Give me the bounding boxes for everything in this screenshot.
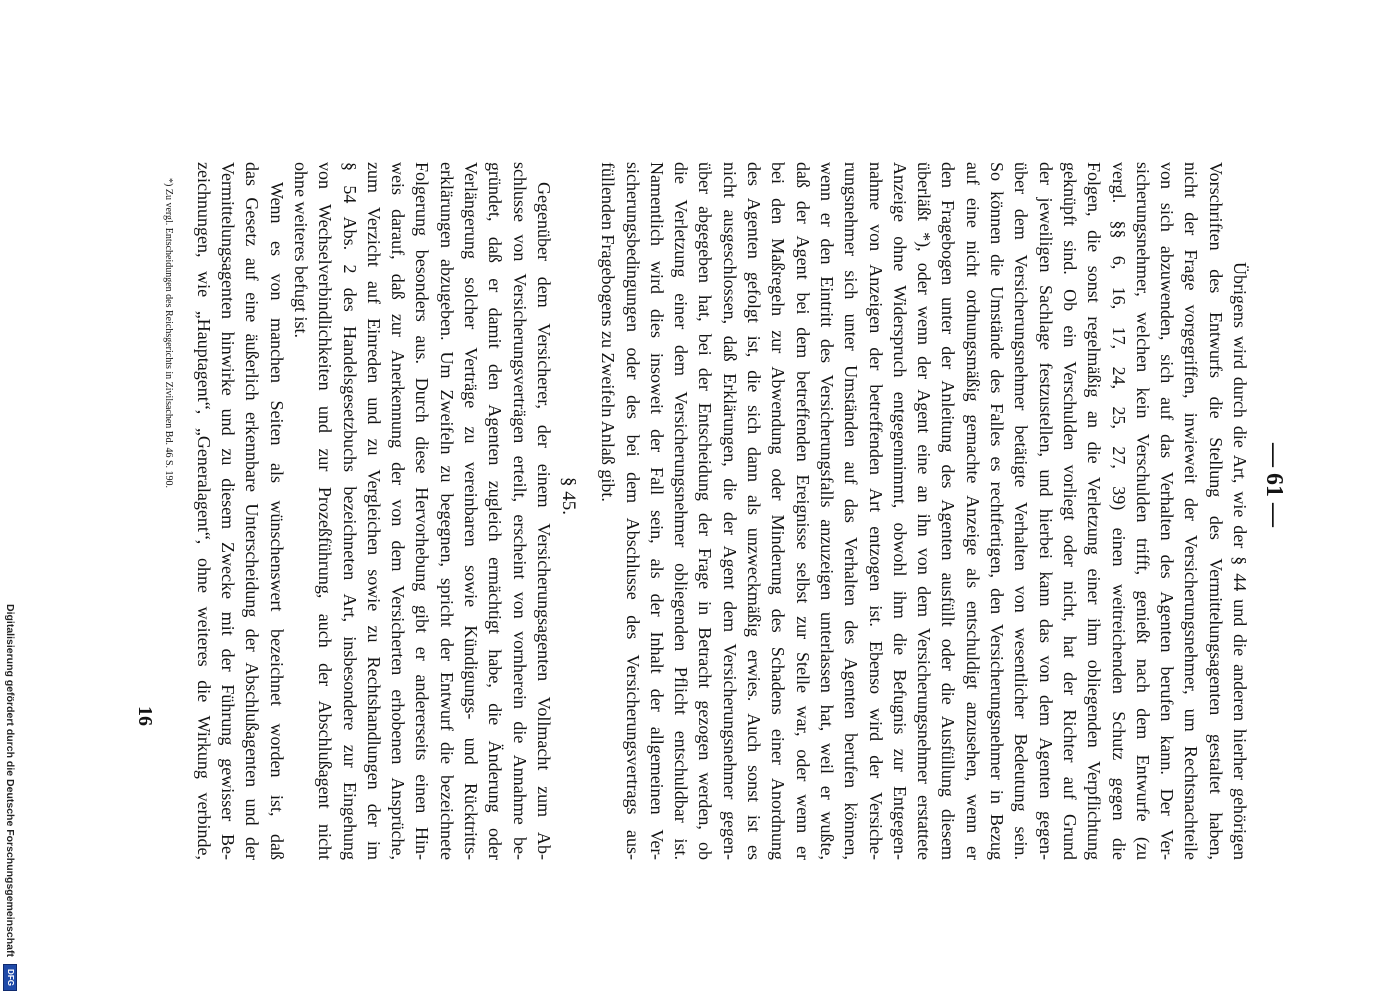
- text-line: Verlängerung solcher Verträge zu vereinbaren sowie Kündigungs- und Rücktritts-: [461, 162, 482, 860]
- text-line: des Agenten gefolgt ist, die sich dann als unzweckmäßig erwies. Auch sonst ist es: [744, 162, 765, 860]
- text-line: nahme von Anzeigen der betreffenden Art entzogen ist. Ebenso wird der Versiche-: [865, 162, 886, 860]
- text-line: füllenden Fragebogens zu Zweifeln Anlaß gibt.: [598, 162, 619, 502]
- text-line: geknüpft sind. Ob ein Verschulden vorliegt oder nicht, hat der Richter auf Grund: [1059, 162, 1080, 860]
- text-line: daß der Agent bei dem betreffenden Ereignisse selbst zur Stelle war, oder wenn er: [792, 162, 813, 860]
- paragraph-2: [289, 162, 556, 860]
- text-line: zeichnungen, wie „Hauptagent“, „Generalagent“, ohne weiteres die Wirkung verbinde,: [193, 162, 214, 860]
- text-line: die Verletzung einer dem Versicherungsnehmer obliegenden Pflicht entschuldbar ist.: [671, 162, 692, 860]
- text-line: vergl. §§ 6, 16, 17, 24, 25, 27, 39) einen weitreichenden Schutz gegen die: [1108, 162, 1129, 860]
- footnote: *) Zu vergl. Entscheidungen des Reichsgerichts in Zivilsachen Bd. 46 S. 190.: [163, 178, 174, 489]
- text-line: sicherungsnehmer, welchen kein Verschulden trifft, genießt nach dem Entwurfe (zu: [1132, 162, 1153, 860]
- text-line: § 54 Abs. 2 des Handelsgesetzbuchs bezeichneten Art, insbesondere zur Eingehung: [339, 162, 360, 860]
- text-line: das Gesetz auf eine äußerlich erkennbare Unterscheidung der Abschlußagenten und der: [242, 162, 263, 860]
- text-line: auf eine nicht ordnungsmäßig gemachte Anzeige als entschuldigt anzusehen, wenn er: [962, 162, 983, 860]
- text-line: ohne weiteres befugt ist.: [291, 162, 312, 338]
- text-line: den Fragebogen unter der Anleitung des Agenten ausfüllt oder die Ausfüllung diesem: [938, 162, 959, 860]
- text-line: schlusse von Versicherungsverträgen erteilt, erscheint von vornherein die Annahme be-: [509, 162, 530, 860]
- text-line: bei den Maßregeln zur Abwendung oder Minderung des Schadens einer Anordnung: [768, 162, 789, 860]
- text-line: wenn er den Eintritt des Versicherungsfalls anzuzeigen unterlassen hat, weil er wußte,: [816, 162, 837, 860]
- text-line: Vermittelungsagenten hinwirke und zu diesem Zwecke mit der Führung gewisser Be-: [218, 162, 239, 860]
- dfg-logo-icon: DFG: [3, 964, 17, 991]
- paragraph-1: [596, 162, 1252, 860]
- text-line: erklärungen abzugeben. Um Zweifeln zu begegnen, spricht der Entwurf die bezeichnete: [436, 162, 457, 860]
- text-line: Folgen, die sonst regelmäßig an die Verletzung einer ihm obliegenden Verpflichtung: [1084, 162, 1105, 860]
- digitization-credit: Digitalisierung gefördert durch die Deutsche Forschungsgemeinschaft: [4, 604, 16, 957]
- text-line: Vorschriften des Entwurfs die Stellung des Vermittelungsagenten gestaltet haben,: [1205, 162, 1226, 860]
- paragraph-3: [192, 162, 289, 860]
- section-heading: § 45.: [557, 477, 579, 515]
- text-line: Anzeige ohne Widerspruch entgegennimmt, obwohl ihm die Befugnis zur Entgegen-: [889, 162, 910, 860]
- text-line: So können die Umstände des Falles es rechtfertigen, den Versicherungsnehmer in Bezug: [987, 162, 1008, 860]
- text-line: über abgegeben hat, bei der Entscheidung der Frage in Betracht gezogen werden, ob: [695, 162, 716, 860]
- signature-mark: 16: [134, 706, 156, 726]
- text-line: Folgerung besonders aus. Durch diese Hervorhebung gibt er andererseits einen Hin-: [412, 162, 433, 860]
- text-line: nicht der Frage vorgegriffen, inwieweit der Versicherungsnehmer, um Rechtsnachteile: [1181, 162, 1202, 860]
- body-text: [192, 162, 1252, 860]
- text-line: über dem Versicherungsnehmer betätigte Verhalten von wesentlicher Bedeutung sein.: [1011, 162, 1032, 860]
- text-line: Namentlich wird dies insoweit der Fall sein, als der Inhalt der allgemeinen Ver-: [646, 162, 667, 860]
- text-line: überläßt *), oder wenn der Agent eine an ihn von dem Versicherungsnehmer erstattete: [914, 162, 935, 860]
- text-line: sicherungsbedingungen oder des bei dem Abschlusse des Versicherungsvertrags aus-: [622, 162, 643, 860]
- text-line: rungsnehmer sich unter Umständen auf das Verhalten des Agenten berufen können,: [841, 162, 862, 860]
- text-line: der jeweiligen Sachlage festzustellen, und hierbei kann das von dem Agenten gegen-: [1035, 162, 1056, 860]
- text-line: Übrigens wird durch die Art, wie der § 44 und die anderen hierher gehörigen: [1230, 262, 1250, 860]
- text-line: von sich abzuwenden, sich auf das Verhalten des Agenten berufen kann. Der Ver-: [1157, 162, 1178, 860]
- text-line: Gegenüber dem Versicherer, der einem Versicherungsagenten Vollmacht zum Ab-: [533, 182, 554, 860]
- page-number: — 61 —: [1261, 443, 1287, 527]
- text-line: Wenn es von manchen Seiten als wünschenswert bezeichnet worden ist, daß: [266, 182, 287, 860]
- text-line: weis darauf, daß zur Anerkennung der von dem Versicherten erhobenen Ansprüche,: [388, 162, 409, 860]
- text-line: von Wechselverbindlichkeiten und zur Prozeßführung, auch der Abschlußagent nicht: [315, 162, 336, 860]
- text-line: zum Verzicht auf Einreden und zu Vergleichen sowie zu Rechtshandlungen der im: [363, 162, 384, 860]
- text-line: gründet, daß er damit den Agenten zugleich ermächtigt habe, die Änderung oder: [485, 162, 506, 860]
- text-line: nicht ausgeschlossen, daß Erklärungen, die der Agent dem Versicherungsnehmer gegen-: [719, 162, 740, 860]
